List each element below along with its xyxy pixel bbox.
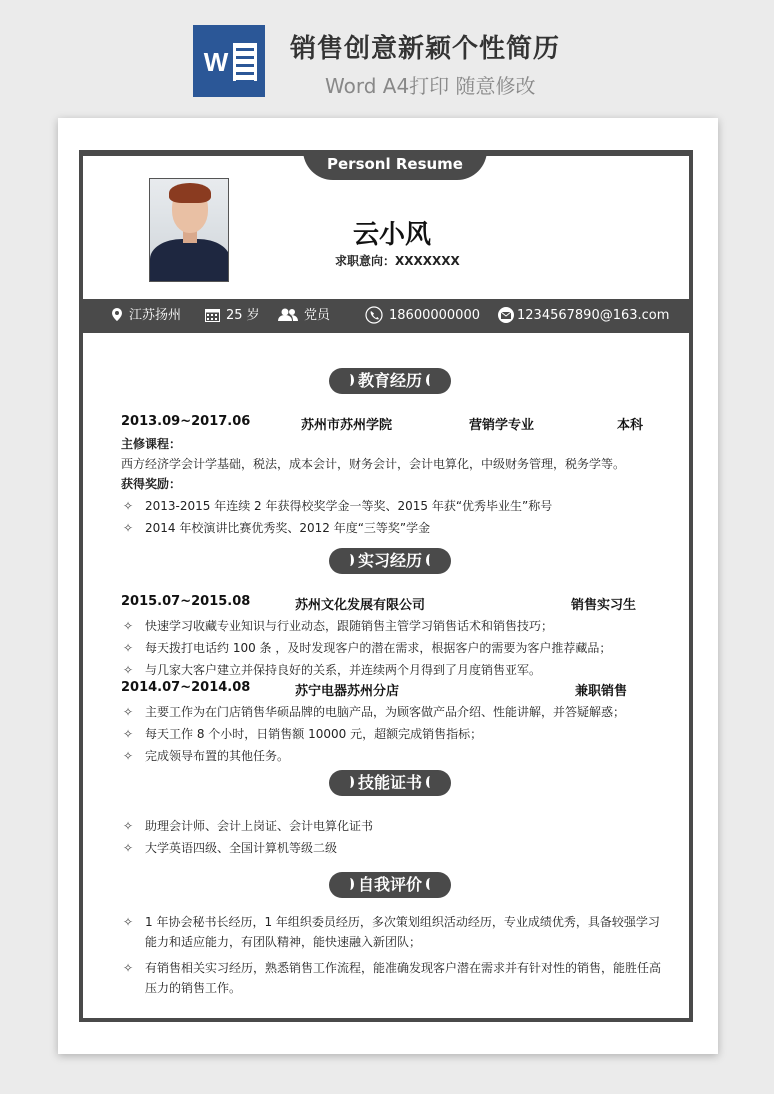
courses-label: 主修课程： xyxy=(121,437,182,451)
job-role: 销售实习生 xyxy=(571,598,637,613)
awards-label: 获得奖励： xyxy=(121,477,182,491)
location-pin-icon xyxy=(111,307,123,322)
info-age xyxy=(205,299,260,333)
edu-major: 营销学专业 xyxy=(469,418,535,433)
job-date: 2015.07~2015.08 xyxy=(121,594,251,609)
resume-tab: Personl Resume xyxy=(303,150,487,180)
location-text: 江苏扬州 xyxy=(129,308,182,323)
profile-photo xyxy=(149,178,229,282)
people-icon xyxy=(278,308,298,322)
edu-degree: 本科 xyxy=(617,418,644,433)
info-party xyxy=(278,299,330,333)
info-location xyxy=(111,299,181,333)
job-date: 2014.07~2014.08 xyxy=(121,680,251,695)
job-intent: 求职意向：XXXXXXX xyxy=(335,254,460,268)
banner-title: 销售创意新颖个性简历 xyxy=(290,34,561,64)
courses-text: 西方经济学会计学基础，税法，成本会计，财务会计，会计电算化，中级财务管理，税务学等。 xyxy=(121,457,626,471)
job-company: 苏州文化发展有限公司 xyxy=(295,598,426,613)
phone-icon xyxy=(365,306,383,324)
info-bar xyxy=(83,299,689,333)
calendar-icon xyxy=(205,308,220,322)
email-icon xyxy=(497,306,515,324)
age-text: 25 岁 xyxy=(226,308,260,323)
word-lines xyxy=(233,43,257,81)
info-phone xyxy=(365,299,480,333)
resume-frame: Personl Resume 云小风 求职意向：XXXXXXX 江苏扬州 25 岁 党员 18600000000 1234567890@163.com 教育经历 2013.09~2017.06 苏州市苏州学院 营销学专业 本科 主修课程： 西方经济学会计学基础，税法，成本会计，财务会计，会计电算化，中级财务管理，税务学等。 获得奖励： ✧ 2013-2015 年连续 2 年获得校奖学金一等奖、2015 年获“优秀毕业生”称号 ✧ 2014 年校演讲比赛优秀奖、2012 年度“三等奖”学金 实习经历 2015.07~2015.08 苏州文化发展有限公司 销售实习生 ✧ 快速学习收藏专业知识与行业动态，跟随销售主管学习销售话术和销售技巧； ✧ 每天拨打电话约 100 条 ，及时发现客户的潜在需求，根据客户的需要为客户推荐藏品； ✧ 与几家大客户建立并保持良好的关系，并连续两个月得到了月度销售亚军。 2014.07~2014.08 苏宁电器苏州分店 兼职销售 ✧ 主要工作为在门店销售华硕品牌的电脑产品，为顾客做产品介绍、性能讲解，并答疑解惑； ✧ 每天工作 8 个小时，日销售额 10000 元，超额完成销售指标； ✧ 完成领导布置的其他任务。 技能证书 ✧ 助理会计师、会计上岗证、会计电算化证书 ✧ 大学英语四级、全国计算机等级二级 自我评价 ✧ 1 年协会秘书长经历，1 年组织委员经历，多次策划组织活动经历，专业成绩优秀，具备较强学习能力和适应能力，有团队精神，能快速融入新团队； ✧ 有销售相关实习经历，熟悉销售工作流程，能准确发现客户潜在需求并有针对性的销售，能胜任高压力的销售工作。 xyxy=(79,150,693,1022)
party-text: 党员 xyxy=(304,308,331,323)
edu-school: 苏州市苏州学院 xyxy=(301,418,393,433)
job-role: 兼职销售 xyxy=(575,684,628,699)
candidate-name: 云小风 xyxy=(353,220,432,250)
word-icon xyxy=(193,25,265,97)
edu-date: 2013.09~2017.06 xyxy=(121,414,251,429)
word-letter: W xyxy=(203,47,229,77)
skills-heading: 技能证书 xyxy=(329,770,451,796)
banner xyxy=(0,0,774,110)
resume-paper xyxy=(58,118,718,1054)
self-eval-heading: 自我评价 xyxy=(329,872,451,898)
education-heading: 教育经历 xyxy=(329,368,451,394)
banner-subtitle: Word A4打印 随意修改 xyxy=(325,74,536,98)
email-text: 1234567890@163.com xyxy=(517,308,670,323)
info-email xyxy=(497,299,669,333)
phone-text: 18600000000 xyxy=(389,308,480,323)
job-company: 苏宁电器苏州分店 xyxy=(295,684,400,699)
internship-heading: 实习经历 xyxy=(329,548,451,574)
